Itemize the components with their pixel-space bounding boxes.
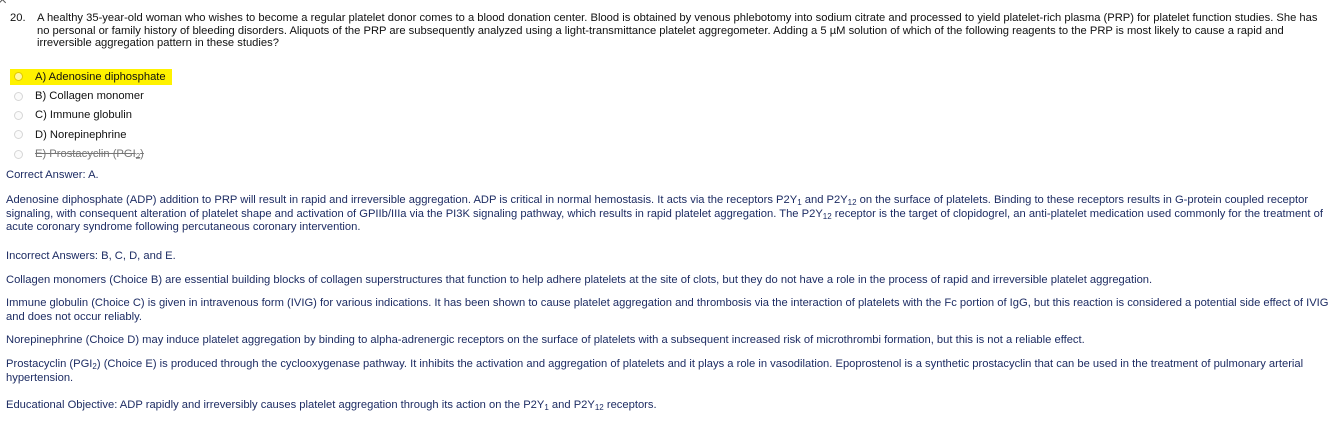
option-e-label (35, 148, 144, 160)
explanation-prostacyclin (6, 358, 1332, 385)
p1-sub-3: 12 (822, 211, 832, 221)
option-b-label: B) Collagen monomer (35, 90, 144, 103)
question-number: 20. (10, 12, 26, 24)
option-e-suffix: ) (140, 148, 144, 161)
option-e[interactable] (12, 145, 412, 164)
objective-sub-1: 1 (544, 403, 549, 412)
p1-part-d: receptor is the target of clopidogrel, an anti-platelet medication used commonly for the treatment of acute coronary syndrome following percutaneous coronary intervention. (6, 207, 1323, 233)
option-a[interactable] (12, 67, 412, 86)
option-a-highlight (10, 69, 172, 85)
option-b-radio[interactable] (14, 92, 23, 101)
explanation-norepinephrine: Norepinephrine (Choice D) may induce platelet aggregation by binding to alpha-adrenergic receptors on the surface of platelets with a subsequent increased risk of microthrombi formation, but this is not a reliable effect. (6, 334, 1085, 346)
option-c[interactable] (12, 106, 412, 125)
option-e-radio[interactable] (14, 150, 23, 159)
objective-part-c: receptors. (603, 399, 657, 411)
correct-answer: Correct Answer: A. (6, 169, 99, 181)
explanation-immune-globulin: Immune globulin (Choice C) is given in intravenous form (IVIG) for various indications. It has been shown to cause platelet aggregation and thrombosis via the interaction of platelets with the Fc portion of IgG, but this reaction is considered a potential side effect of IVIG and does not occur reliably. (6, 297, 1329, 323)
educational-objective (6, 399, 1332, 413)
prosta-part-a: Prostacyclin (PGI (6, 358, 93, 370)
option-c-label: C) Immune globulin (35, 109, 133, 122)
answer-options (12, 67, 412, 164)
option-d[interactable] (12, 125, 412, 144)
option-d-radio[interactable] (14, 130, 23, 139)
p1-part-a: Adenosine diphosphate (ADP) addition to PRP will result in rapid and irreversible aggregation. ADP is critical in normal hemostasis. It acts via the receptors P2Y (6, 194, 798, 206)
p1-sub-1: 1 (797, 198, 802, 207)
option-e-label-text: E) Prostacyclin (PGI (35, 148, 136, 161)
objective-part-b: and P2Y (548, 399, 595, 411)
option-e-sub: 2 (135, 152, 141, 162)
option-a-radio[interactable] (14, 72, 23, 81)
p1-part-b: and P2Y (801, 194, 848, 206)
p1-sub-2: 12 (847, 198, 857, 207)
p1-part-c: on the surface of platelets. Binding to these receptors results in G-protein coupled receptor signaling, with consequent alteration of platelet shape and activation of GPIIb/IIIa via the PI3K signaling pathway, which results in rapid platelet aggregation. The P2Y (6, 194, 1309, 220)
question-text: A healthy 35-year-old woman who wishes to become a regular platelet donor comes to a blood donation center. Blood is obtained by venous phlebotomy into sodium citrate and processed to yield platelet-rich plasma (PRP) for platelet function studies. She has no personal or family history of bleeding disorders. Aliquots of the PRP are subsequently analyzed using a light-transmittance platelet aggregometer. Adding a 5 µM solution of which of the following reagents to the PRP is most likely to cause a rapid and irreversible aggregation pattern in these studies? (37, 12, 1318, 49)
objective-sub-2: 12 (594, 403, 604, 412)
question-stem (10, 12, 1322, 50)
prosta-part-b: ) (Choice E) is produced through the cyclooxygenase pathway. It inhibits the activation and aggregation of platelets and it plays a role in vasodilation. Epoprostenol is a synthetic prostacyclin that can be used in the treatment of pulmonary arterial hypertension. (6, 358, 1304, 384)
prosta-sub-1: 2 (92, 362, 97, 371)
option-a-label: A) Adenosine diphosphate (35, 70, 166, 83)
explanation-paragraph-adp (6, 194, 1332, 235)
objective-part-a: Educational Objective: ADP rapidly and irreversibly causes platelet aggregation through its action on the P2Y (6, 399, 545, 411)
option-b[interactable] (12, 86, 412, 105)
option-d-label: D) Norepinephrine (35, 128, 127, 141)
option-c-radio[interactable] (14, 111, 23, 120)
incorrect-answers: Incorrect Answers: B, C, D, and E. (6, 250, 176, 262)
corner-mark (0, 0, 6, 6)
explanation-collagen: Collagen monomers (Choice B) are essential building blocks of collagen superstructures that function to help adhere platelets at the site of clots, but they do not have a role in the process of rapid and irreversible platelet aggregation. (6, 274, 1153, 286)
